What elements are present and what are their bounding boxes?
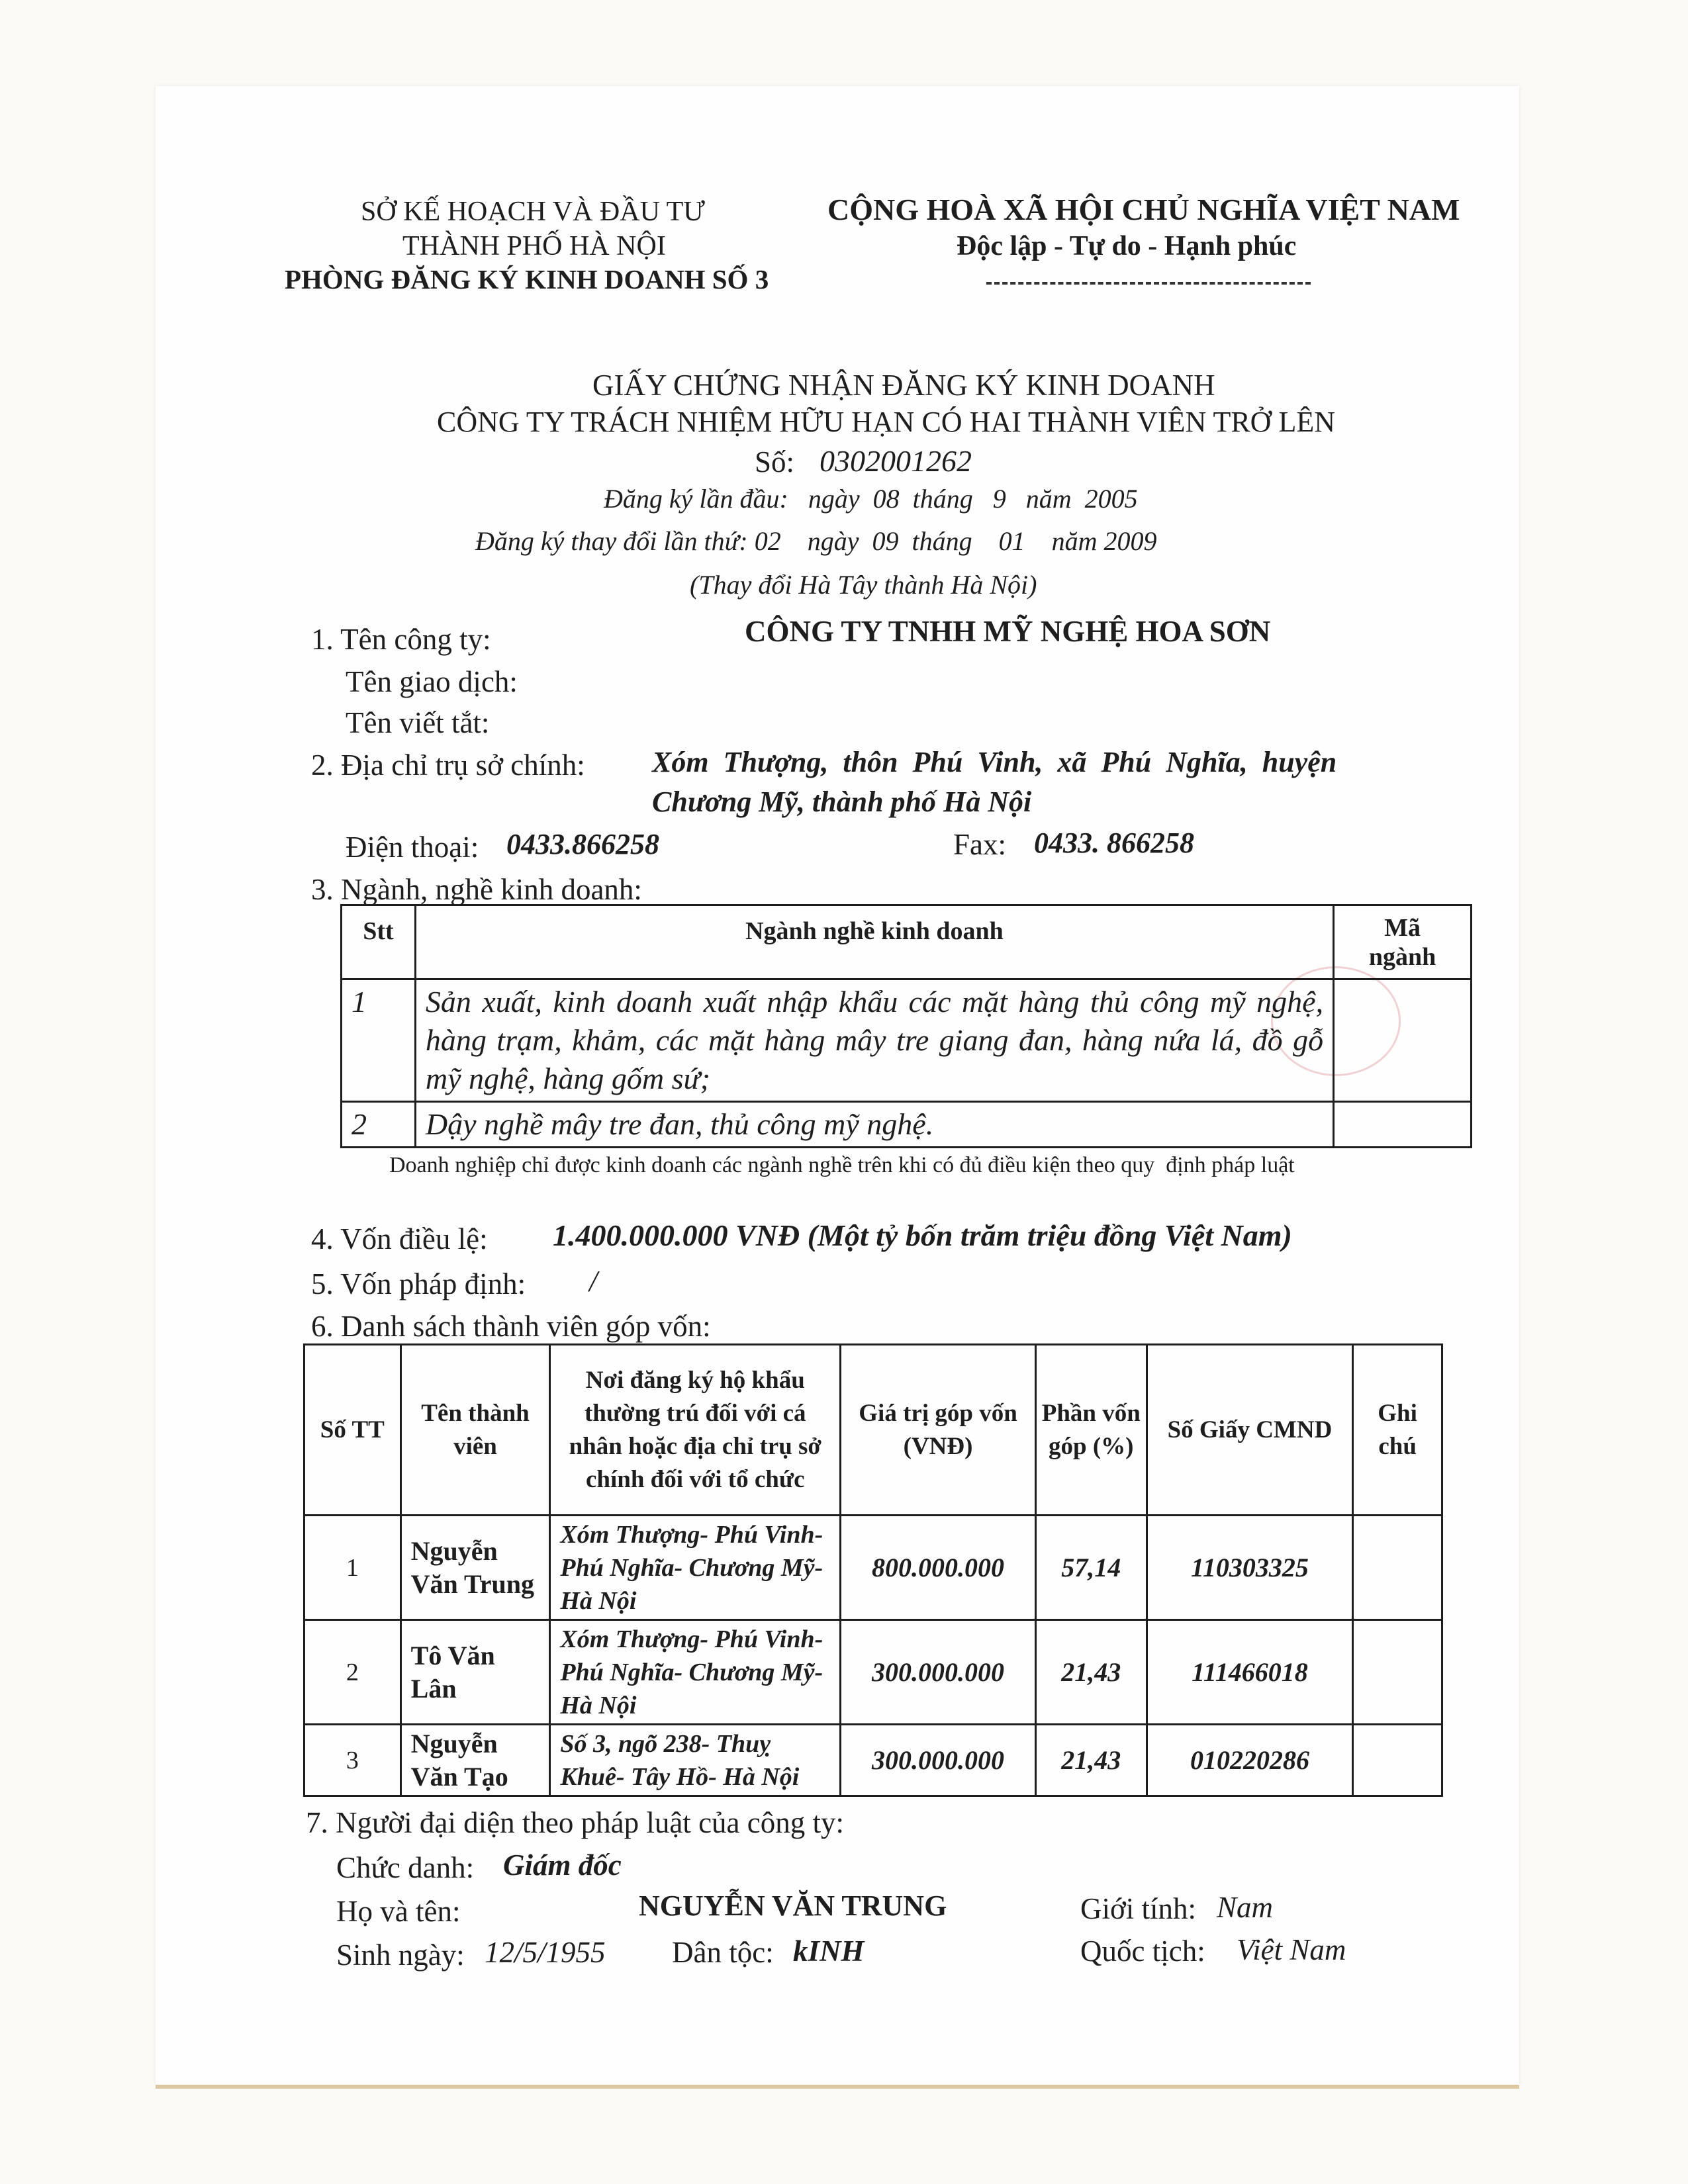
gender-value: Nam — [1217, 1891, 1274, 1924]
paper-edge — [156, 2085, 1519, 2089]
national-title: CỘNG HOÀ XÃ HỘI CHỦ NGHĨA VIỆT NAM — [827, 193, 1460, 226]
fax-label: Fax: — [953, 828, 1007, 861]
member-name: Nguyễn Văn Trung — [400, 1516, 550, 1620]
ethnic-label: Dân tộc: — [672, 1936, 774, 1969]
agency-line-2: THÀNH PHỐ HÀ NỘI — [402, 231, 666, 261]
certificate-number: 0302001262 — [820, 444, 972, 478]
member-id: 010220286 — [1147, 1725, 1353, 1796]
section2-label: 2. Địa chỉ trụ sở chính: — [311, 749, 585, 782]
phone-value: 0433.866258 — [506, 828, 659, 860]
member-address: Xóm Thượng- Phú Vinh- Phú Nghĩa- Chương Mỹ- Hà Nội — [550, 1620, 841, 1725]
nationality-value: Việt Nam — [1237, 1933, 1346, 1966]
dob-value: 12/5/1955 — [485, 1936, 606, 1969]
biz-header-desc: Ngành nghề kinh doanh — [415, 905, 1333, 979]
biz-row-code — [1334, 979, 1472, 1102]
number-label: Số: — [755, 445, 795, 478]
fullname-label: Họ và tên: — [336, 1895, 461, 1928]
member-note — [1353, 1620, 1442, 1725]
motto-underline — [986, 282, 1311, 285]
agency-line-3: PHÒNG ĐĂNG KÝ KINH DOANH SỐ 3 — [285, 264, 769, 295]
biz-header-stt: Stt — [342, 905, 416, 979]
member-address: Số 3, ngõ 238- Thuỵ Khuê- Tây Hồ- Hà Nội — [550, 1725, 841, 1796]
member-value: 800.000.000 — [841, 1516, 1036, 1620]
position-label: Chức danh: — [336, 1851, 475, 1884]
company-name: CÔNG TY TNHH MỸ NGHỆ HOA SƠN — [745, 615, 1271, 648]
gender-label: Giới tính: — [1080, 1892, 1197, 1925]
member-name: Tô Văn Lân — [400, 1620, 550, 1725]
first-registration-date: Đăng ký lần đầu: ngày 08 tháng 9 năm 2005 — [604, 484, 1138, 514]
agency-line-1: SỞ KẾ HOẠCH VÀ ĐẦU TƯ — [361, 197, 705, 227]
member-stt: 1 — [305, 1516, 401, 1620]
position-value: Giám đốc — [503, 1848, 622, 1882]
address-line-1: Xóm Thượng, thôn Phú Vinh, xã Phú Nghĩa, huyện — [652, 746, 1337, 778]
fax-value: 0433. 866258 — [1034, 827, 1194, 859]
biz-header-code: Mã ngành — [1334, 905, 1472, 979]
section4-label: 4. Vốn điều lệ: — [311, 1222, 488, 1255]
biz-row-stt: 2 — [342, 1102, 416, 1148]
member-id: 111466018 — [1147, 1620, 1353, 1725]
member-share: 21,43 — [1035, 1620, 1147, 1725]
member-row — [305, 1516, 1442, 1620]
members-header-address: Nơi đăng ký hộ khẩu thường trú đối với cá nhân hoặc địa chỉ trụ sở chính đối với tổ chức — [550, 1345, 841, 1516]
section7-label: 7. Người đại diện theo pháp luật của công ty: — [306, 1806, 844, 1839]
section5-label: 5. Vốn pháp định: — [311, 1267, 526, 1300]
section3-label: 3. Ngành, nghề kinh doanh: — [311, 873, 642, 906]
members-header-note: Ghi chú — [1353, 1345, 1442, 1516]
dob-label: Sinh ngày: — [336, 1938, 465, 1972]
member-share: 57,14 — [1035, 1516, 1147, 1620]
national-motto: Độc lập - Tự do - Hạnh phúc — [957, 231, 1297, 261]
members-header-id: Số Giấy CMND — [1147, 1345, 1353, 1516]
members-table — [303, 1343, 1443, 1797]
member-note — [1353, 1516, 1442, 1620]
biz-row — [342, 979, 1472, 1102]
member-note — [1353, 1725, 1442, 1796]
biz-row-stt: 1 — [342, 979, 416, 1102]
business-lines-table — [340, 904, 1472, 1148]
biz-row — [342, 1102, 1472, 1148]
phone-label: Điện thoại: — [346, 831, 479, 864]
member-id: 110303325 — [1147, 1516, 1353, 1620]
member-stt: 3 — [305, 1725, 401, 1796]
trade-name-label: Tên giao dịch: — [346, 665, 518, 698]
business-note: Doanh nghiệp chỉ được kinh doanh các ngành nghề trên khi có đủ điều kiện theo quy định pháp luật — [389, 1153, 1295, 1177]
legal-capital: / — [589, 1265, 598, 1298]
member-name: Nguyễn Văn Tạo — [400, 1725, 550, 1796]
member-value: 300.000.000 — [841, 1620, 1036, 1725]
biz-row-desc: Dậy nghề mây tre đan, thủ công mỹ nghệ. — [415, 1102, 1333, 1148]
change-note: (Thay đổi Hà Tây thành Hà Nội) — [690, 570, 1037, 600]
member-address: Xóm Thượng- Phú Vinh- Phú Nghĩa- Chương Mỹ- Hà Nội — [550, 1516, 841, 1620]
members-header-share: Phần vốn góp (%) — [1035, 1345, 1147, 1516]
member-share: 21,43 — [1035, 1725, 1147, 1796]
change-registration-date: Đăng ký thay đổi lần thứ: 02 ngày 09 tháng 01 năm 2009 — [475, 526, 1157, 556]
member-stt: 2 — [305, 1620, 401, 1725]
nationality-label: Quốc tịch: — [1080, 1934, 1205, 1968]
member-row — [305, 1725, 1442, 1796]
certificate-title: GIẤY CHỨNG NHẬN ĐĂNG KÝ KINH DOANH — [592, 369, 1215, 402]
ethnic-value: kINH — [793, 1934, 865, 1968]
member-value: 300.000.000 — [841, 1725, 1036, 1796]
members-header-name: Tên thành viên — [400, 1345, 550, 1516]
members-header-stt: Số TT — [305, 1345, 401, 1516]
short-name-label: Tên viết tắt: — [346, 706, 490, 739]
biz-row-desc: Sản xuất, kinh doanh xuất nhập khẩu các mặt hàng thủ công mỹ nghệ, hàng trạm, khảm, các mặt hàng mây tre giang đan, hàng nứa lá, đồ gỗ mỹ nghệ, hàng gốm sứ; — [415, 979, 1333, 1102]
charter-capital: 1.400.000.000 VNĐ (Một tỷ bốn trăm triệu đồng Việt Nam) — [553, 1218, 1292, 1252]
member-row — [305, 1620, 1442, 1725]
section1-label: 1. Tên công ty: — [311, 623, 491, 656]
biz-row-code — [1334, 1102, 1472, 1148]
section6-label: 6. Danh sách thành viên góp vốn: — [311, 1310, 711, 1343]
company-type-title: CÔNG TY TRÁCH NHIỆM HỮU HẠN CÓ HAI THÀNH VIÊN TRỞ LÊN — [437, 406, 1335, 438]
address-line-2: Chương Mỹ, thành phố Hà Nội — [652, 786, 1032, 818]
fullname-value: NGUYỄN VĂN TRUNG — [639, 1889, 947, 1922]
members-header-value: Giá trị góp vốn (VNĐ) — [841, 1345, 1036, 1516]
